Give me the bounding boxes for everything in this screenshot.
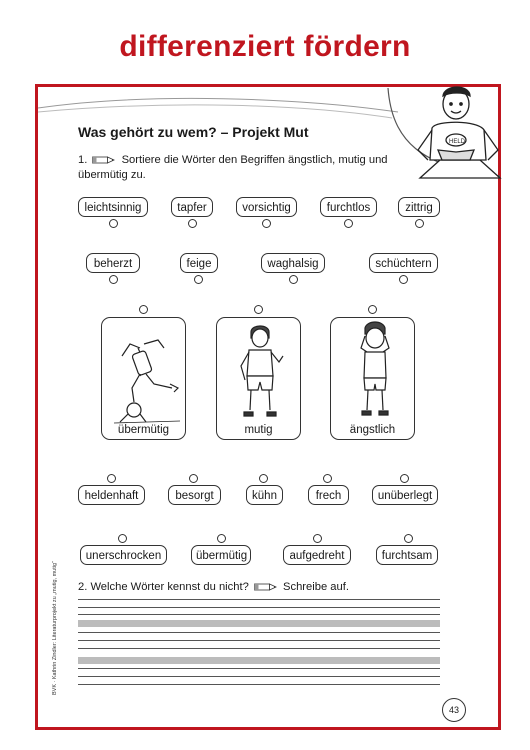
tag-hole [404,534,413,543]
word-tag[interactable]: frech [308,485,349,505]
word-tag[interactable]: aufgedreht [283,545,351,565]
frightened-child-illustration [331,318,416,441]
pencil-icon [254,583,278,591]
word-tag[interactable]: besorgt [168,485,221,505]
card-hole [139,305,148,314]
tag-hole [118,534,127,543]
task-1-instruction [78,153,408,183]
card-hole [368,305,377,314]
confident-child-illustration [217,318,302,441]
tag-hole [107,474,116,483]
svg-text:HELD: HELD [449,139,466,145]
word-tag[interactable]: beherzt [86,253,140,273]
card-label: mutig [244,424,273,436]
tag-hole [259,474,268,483]
page-banner-title: differenziert fördern [119,30,411,63]
writing-line[interactable] [78,632,440,633]
task-2-instruction [78,580,438,595]
tag-hole [415,219,424,228]
tag-hole [109,219,118,228]
tag-hole [194,275,203,284]
word-tag[interactable]: kühn [246,485,283,505]
tag-hole [399,275,408,284]
writing-line [78,684,440,685]
word-tag[interactable]: heldenhaft [78,485,145,505]
tag-hole [344,219,353,228]
writing-line [78,640,440,641]
word-tag[interactable]: übermütig [191,545,251,565]
word-tag[interactable]: furchtsam [376,545,438,565]
writing-line [78,676,440,677]
task-2-question: 2. Welche Wörter kennst du nicht? [78,581,249,593]
word-tag[interactable]: zittrig [398,197,440,217]
handstand-child-illustration [102,318,187,441]
writing-line [78,607,440,608]
tag-hole [188,219,197,228]
tag-hole [323,474,332,483]
tag-hole [217,534,226,543]
writing-line[interactable] [78,668,440,669]
writing-band [78,657,440,664]
page-number: 43 [442,698,466,722]
writing-line [78,614,440,615]
word-tag[interactable]: feige [180,253,218,273]
pencil-icon [92,156,116,164]
tag-hole [289,275,298,284]
task-1-text: Sortiere die Wörter den Begriffen ängstlich, mutig und übermütig zu. [78,154,388,181]
category-card-aengstlich[interactable] [330,317,415,440]
tag-hole [262,219,271,228]
tag-hole [109,275,118,284]
word-tag[interactable]: schüchtern [369,253,438,273]
word-tag[interactable]: leichtsinnig [78,197,148,217]
word-tag[interactable]: unerschrocken [80,545,167,565]
task-1-number: 1. [78,154,88,166]
card-hole [254,305,263,314]
task-2-instruction-text: Schreibe auf. [283,581,349,593]
word-tag[interactable]: waghalsig [261,253,325,273]
category-card-mutig[interactable] [216,317,301,440]
tag-hole [313,534,322,543]
word-tag[interactable]: unüberlegt [372,485,438,505]
word-tag[interactable]: tapfer [171,197,213,217]
tag-hole [189,474,198,483]
copyright-note: BVK · Kathrin Zindler: Literaturprojekt zu „mutig, mutig“ [52,561,58,695]
worksheet-heading: Was gehört zu wem? – Projekt Mut [78,124,309,140]
word-tag[interactable]: furchtlos [320,197,377,217]
writing-line [78,648,440,649]
writing-line[interactable] [78,599,440,600]
category-card-uebermuetig[interactable] [101,317,186,440]
card-label: übermütig [117,424,170,436]
word-tag[interactable]: vorsichtig [236,197,297,217]
card-label: ängstlich [349,424,396,436]
writing-band [78,620,440,627]
tag-hole [400,474,409,483]
